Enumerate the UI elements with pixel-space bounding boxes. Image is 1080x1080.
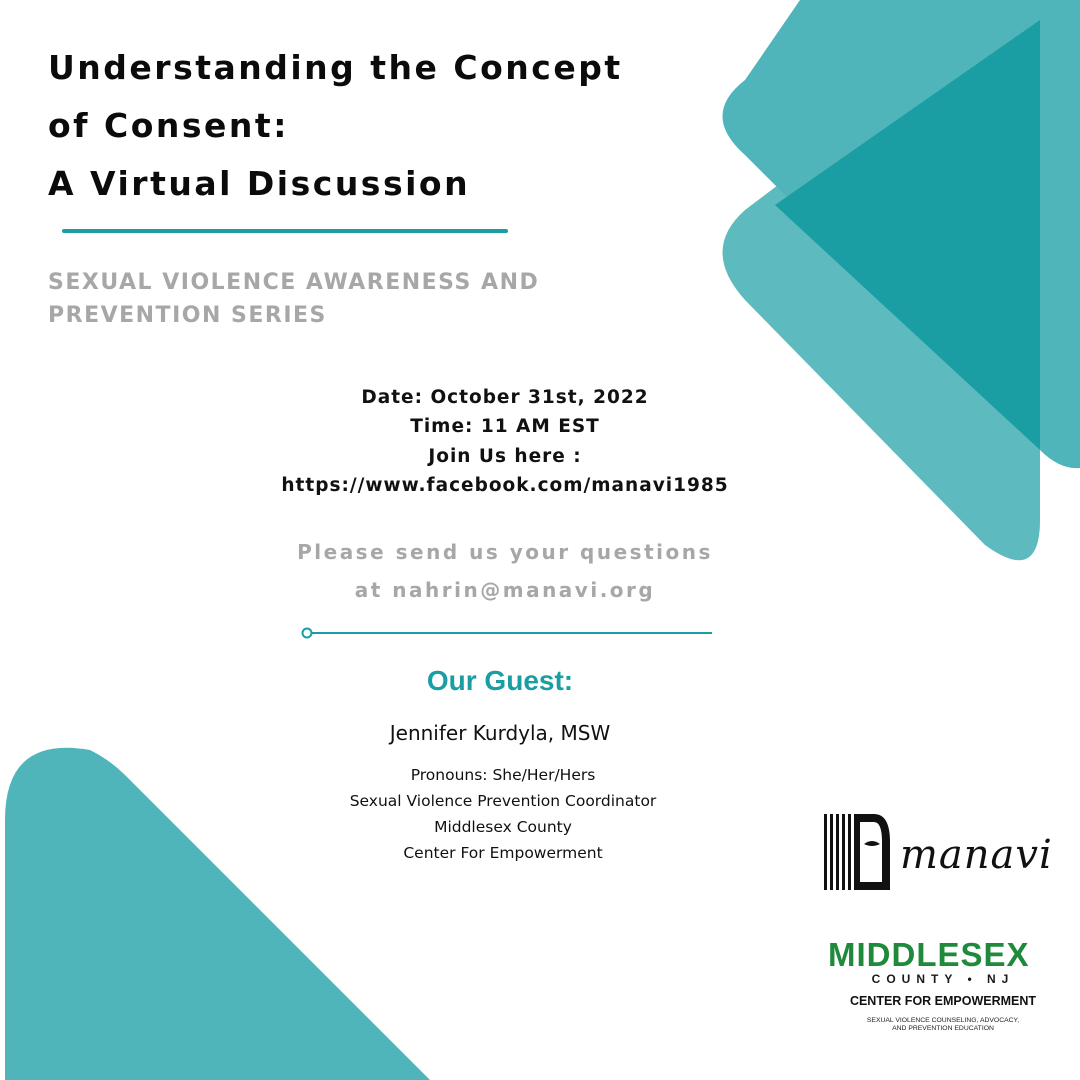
- event-url-link[interactable]: https://www.facebook.com/manavi1985: [281, 475, 729, 496]
- section-divider: [298, 626, 716, 640]
- series-line-2: PREVENTION SERIES: [48, 303, 327, 328]
- middlesex-tagline-1: SEXUAL VIOLENCE COUNSELING, ADVOCACY,: [866, 1017, 1020, 1024]
- guest-name: Jennifer Kurdyla, MSW: [389, 721, 611, 745]
- title-divider: [62, 229, 508, 233]
- guest-role: Sexual Violence Prevention Coordinator: [349, 792, 657, 810]
- guest-pronouns: Pronouns: She/Her/Hers: [410, 766, 596, 784]
- manavi-logo-mark: [824, 812, 890, 892]
- event-join-label: Join Us here :: [428, 446, 582, 467]
- manavi-logo-text: manavi: [900, 832, 1053, 878]
- title-line-2: of Consent:: [48, 106, 289, 145]
- middlesex-county-text: COUNTY • NJ: [871, 972, 1015, 986]
- guest-heading: Our Guest:: [426, 665, 574, 696]
- guest-org-1: Middlesex County: [434, 818, 572, 836]
- title-line-1: Understanding the Concept: [48, 48, 623, 87]
- questions-email-link[interactable]: at nahrin@manavi.org: [354, 578, 656, 602]
- questions-line-1: Please send us your questions: [297, 540, 713, 564]
- guest-org-2: Center For Empowerment: [403, 844, 603, 862]
- middlesex-tagline-2: AND PREVENTION EDUCATION: [892, 1025, 994, 1032]
- series-line-1: SEXUAL VIOLENCE AWARENESS AND: [48, 270, 540, 295]
- event-date: Date: October 31st, 2022: [361, 387, 649, 408]
- title-line-3: A Virtual Discussion: [48, 164, 471, 203]
- event-time: Time: 11 AM EST: [410, 416, 600, 437]
- middlesex-center-text: CENTER FOR EMPOWERMENT: [849, 994, 1037, 1008]
- middlesex-logo-text: MIDDLESEX: [828, 936, 1030, 973]
